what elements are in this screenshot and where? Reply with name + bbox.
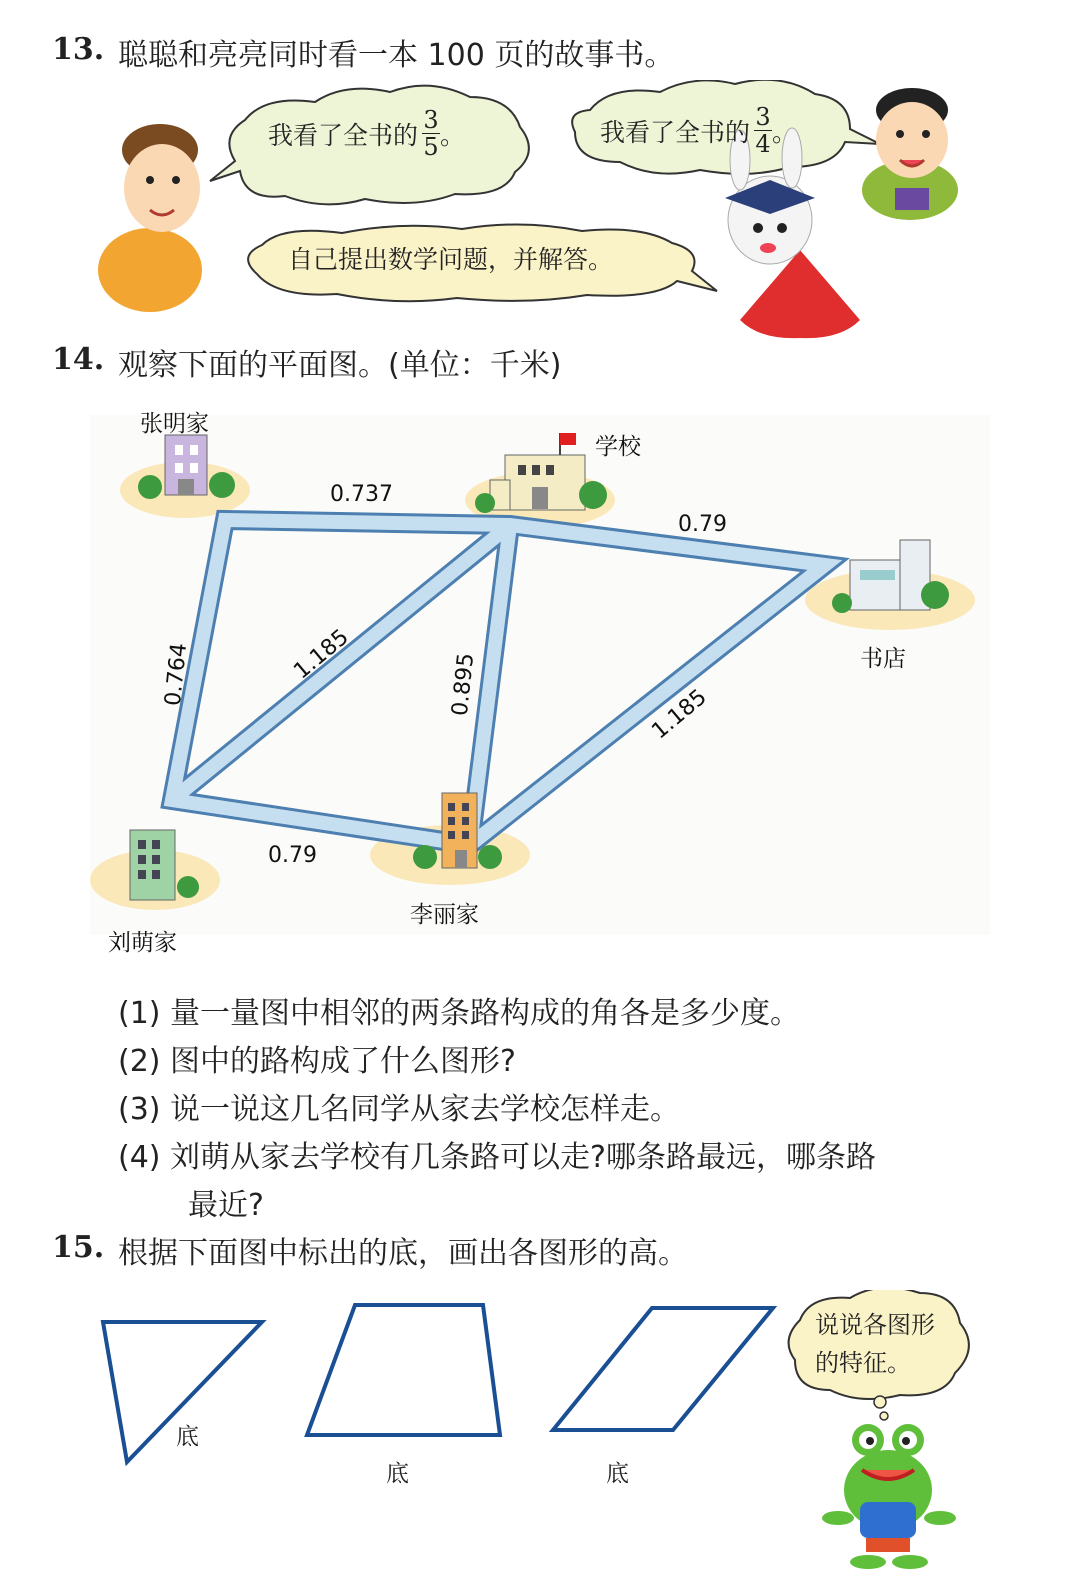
road-length-store-ll: 1.185 [647, 684, 712, 745]
road-length-zm-school: 0.737 [330, 482, 393, 507]
fraction-denominator: 4 [755, 130, 771, 158]
q14-number: 14. [52, 342, 105, 377]
trapezoid-shape [307, 1305, 500, 1435]
frog-icon [822, 1424, 956, 1569]
label-lili-home: 李丽家 [410, 902, 479, 928]
fraction-3-5 [422, 108, 440, 159]
q14-sub-3: (3) 说一说这几名同学从家去学校怎样走。 [118, 1092, 681, 1127]
q14-sub-4: (4) 刘萌从家去学校有几条路可以走?哪条路最远，哪条路 [118, 1140, 876, 1175]
label-zhangming-home: 张明家 [140, 411, 209, 437]
bubble-1 [268, 108, 465, 159]
q15-text: 根据下面图中标出的底，画出各图形的高。 [118, 1236, 688, 1271]
trapezoid-base-label: 底 [386, 1461, 409, 1487]
bubble-2-text: 我看了全书的 [600, 117, 751, 147]
road-length-school-lm: 1.185 [289, 624, 354, 685]
bubble-1-text: 我看了全书的 [268, 120, 419, 150]
road-length-zm-lm: 0.764 [160, 641, 193, 708]
bubble-2 [600, 105, 797, 156]
triangle-base-label: 底 [176, 1424, 199, 1450]
q13-illustration [0, 80, 1080, 350]
label-bookstore: 书店 [860, 646, 906, 672]
boy-right-icon [862, 88, 958, 220]
road-length-school-store: 0.79 [678, 512, 727, 537]
fraction-3-4 [754, 105, 772, 156]
road-map [90, 415, 990, 935]
q14-sub-2: (2) 图中的路构成了什么图形? [118, 1044, 516, 1079]
parallelogram-shape [553, 1308, 773, 1430]
boy-left-icon [98, 124, 202, 312]
label-school: 学校 [595, 434, 641, 460]
road-length-school-ll: 0.895 [447, 651, 480, 718]
bubble-1-end: 。 [440, 120, 466, 150]
q14-sub-1: (1) 量一量图中相邻的两条路构成的角各是多少度。 [118, 996, 801, 1031]
rabbit-teacher-icon [725, 128, 860, 338]
frog-bubble-line-1: 说说各图形 [815, 1311, 935, 1339]
q13-text: 聪聪和亮亮同时看一本 100 页的故事书。 [118, 38, 675, 73]
q14-sub-4-cont: 最近? [188, 1188, 264, 1223]
q15-number: 15. [52, 1230, 105, 1265]
fraction-numerator: 3 [423, 106, 439, 134]
frog-bubble-line-2: 的特征。 [815, 1349, 911, 1377]
road-length-lm-ll: 0.79 [268, 843, 317, 868]
bubble-2-end: 。 [772, 117, 798, 147]
bubble-3-text: 自己提出数学问题，并解答。 [288, 245, 614, 274]
fraction-numerator: 3 [755, 103, 771, 131]
q14-text: 观察下面的平面图。(单位：千米) [118, 348, 562, 383]
parallelogram-base-label: 底 [606, 1461, 629, 1487]
q13-number: 13. [52, 32, 105, 67]
fraction-denominator: 5 [423, 133, 439, 161]
label-liumeng-home: 刘萌家 [108, 930, 177, 956]
